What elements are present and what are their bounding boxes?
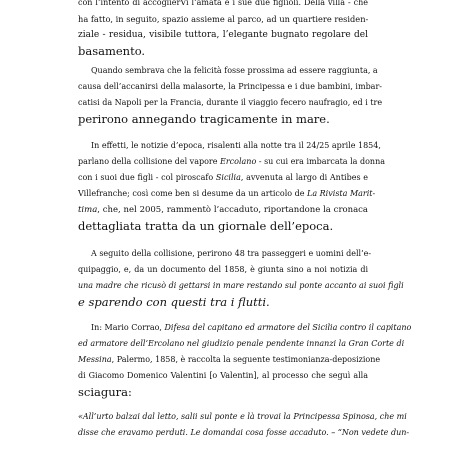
- text-line: parlano della collisione del vapore Ercolano - su cui era imbarcata la donna: [78, 157, 385, 166]
- text-line: una madre che ricusò di gettarsi in mare restando sul ponte accanto ai suoi figli: [78, 281, 404, 290]
- text-line: causa dell’accanirsi della malasorte, la Principessa e i due bambini, imbar-: [78, 82, 382, 91]
- text-line: catisi da Napoli per la Francia, durante il viaggio fecero naufragio, ed i tre: [78, 98, 383, 107]
- text-line: ha fatto, in seguito, spazio assieme al parco, ad un quartiere residen-: [78, 14, 369, 24]
- text-line: dettagliata tratta da un giornale dell’epoca.: [78, 219, 334, 233]
- text-line: sciagura:: [78, 385, 132, 399]
- text-line: In effetti, le notizie d’epoca, risalenti alla notte tra il 24/25 aprile 1854,: [91, 141, 381, 150]
- text-line: «All’urto balzai dal letto, salii sul ponte e là trovai la Principessa Spinosa, che mi: [78, 412, 407, 421]
- text-line: basamento.: [78, 44, 146, 58]
- text-line: perirono annegando tragicamente in mare.: [78, 112, 330, 126]
- text-line: tima, che, nel 2005, rammentò l’accaduto, riportandone la cronaca: [78, 205, 368, 215]
- text-line: A seguito della collisione, perirono 48 tra passeggeri e uomini dell’e-: [91, 249, 372, 258]
- text-line: e sparendo con questi tra i flutti.: [78, 295, 270, 309]
- text-line: con l’intento di accoglierVi l’amata e i sue due figlioli. Della villa - che: [78, 0, 368, 7]
- text-line: ziale - residua, visibile tuttora, l’elegante bugnato regolare del: [78, 30, 368, 40]
- text-line: Messina, Palermo, 1858, è raccolta la seguente testimonianza-deposizione: [78, 355, 381, 364]
- text-line: Quando sembrava che la felicità fosse prossima ad essere raggiunta, a: [91, 66, 378, 75]
- text-line: In: Mario Corrao, Difesa del capitano ed armatore del Sicilia contro il capitano: [91, 323, 412, 332]
- text-line: di Giacomo Domenico Valentini [o Valentin], al processo che seguì alla: [78, 371, 368, 380]
- text-line: ed armatore dell’Ercolano nel giudizio penale pendente innanzi la Gran Corte di: [78, 339, 405, 348]
- text-line: disse che eravamo perduti. Le domandai cosa fosse accaduto. – “Non vedete dun-: [78, 428, 410, 437]
- text-line: quipaggio, e, da un documento del 1858, è giunta sino a noi notizia di: [78, 265, 368, 274]
- text-line: con i suoi due figli - col piroscafo Sicilia, avvenuta al largo di Antibes e: [78, 173, 368, 182]
- text-line: Villefranche; così come ben si desume da un articolo de La Rivista Marit-: [78, 189, 376, 198]
